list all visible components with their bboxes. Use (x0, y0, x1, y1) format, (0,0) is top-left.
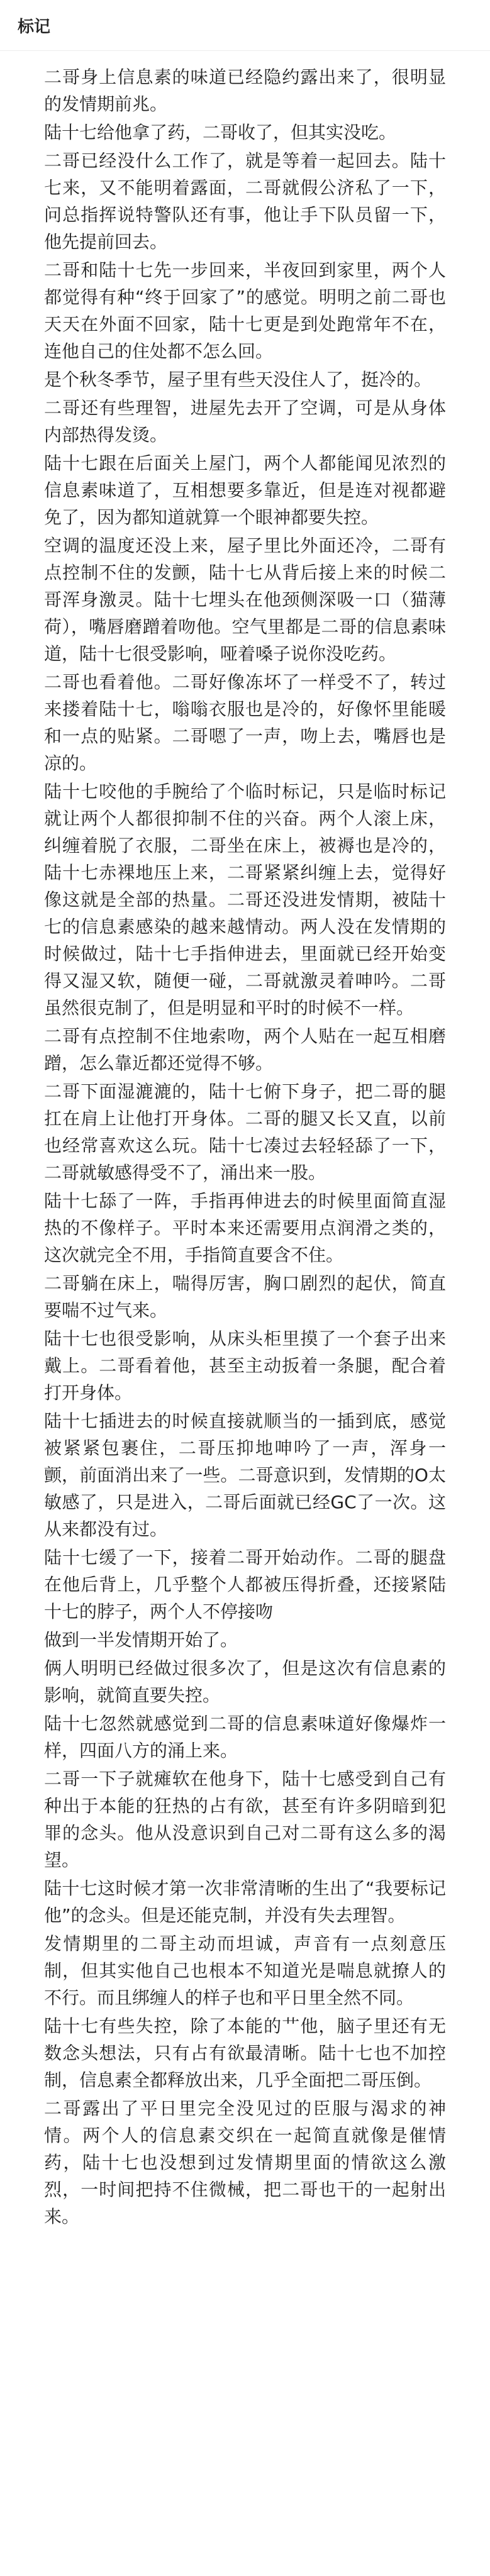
paragraph: 二哥有点控制不住地索吻，两个人贴在一起互相磨蹭，怎么靠近都还觉得不够。 (44, 1026, 446, 1074)
paragraph: 陆十七有些失控，除了本能的艹他，脑子里还有无数念头想法，只有占有欲最清晰。陆十七也不加控制，信息素全都释放出来，几乎全面把二哥压倒。 (44, 2016, 446, 2090)
paragraph: 俩人明明已经做过很多次了，但是这次有信息素的影响，就简直要失控。 (44, 1658, 446, 1706)
paragraph: 陆十七给他拿了药，二哥收了，但其实没吃。 (44, 122, 397, 143)
paragraph: 陆十七跟在后面关上屋门，两个人都能闻见浓烈的信息素味道了，互相想要多靠近，但是连对视都避免了，因为都知道就算一个眼神都要失控。 (44, 453, 446, 528)
paragraph: 二哥下面湿漉漉的，陆十七俯下身子，把二哥的腿扛在肩上让他打开身体。二哥的腿又长又直，以前也经常喜欢这么玩。陆十七凑过去轻轻舔了一下，二哥就敏感得受不了，涌出来一股。 (44, 1081, 446, 1183)
page-title: 标记 (18, 17, 51, 36)
paragraph: 二哥一下子就瘫软在他身下，陆十七感受到自己有种出于本能的狂热的占有欲，甚至有许多阴暗到犯罪的念头。他从没意识到自己对二哥有这么多的渴望。 (44, 1768, 446, 1870)
paragraph: 二哥还有些理智，进屋先去开了空调，可是从身体内部热得发烫。 (44, 397, 446, 445)
paragraph: 二哥和陆十七先一步回来，半夜回到家里，两个人都觉得有种“终于回家了”的感觉。明明之前二哥也天天在外面不回家，陆十七更是到处跑常年不在，连他自己的住处都不怎么回。 (44, 260, 446, 362)
paragraph: 陆十七插进去的时候直接就顺当的一插到底，感觉被紧紧包裹住，二哥压抑地呻吟了一声，浑身一颤，前面消出来了一些。二哥意识到，发情期的O太敏感了，只是进入，二哥后面就已经GC了一次。这从来都没有过。 (44, 1411, 446, 1540)
paragraph: 二哥躺在床上，喘得厉害，胸口剧烈的起伏，简直要喘不过气来。 (44, 1273, 446, 1321)
paragraph: 陆十七舔了一阵，手指再伸进去的时候里面简直湿热的不像样子。平时本来还需要用点润滑之类的，这次就完全不用，手指简直要含不住。 (44, 1191, 446, 1265)
paragraph: 二哥也看着他。二哥好像冻坏了一样受不了，转过来搂着陆十七，嗡嗡衣服也是冷的，好像怀里能暖和一点的贴紧。二哥嗯了一声，吻上去，嘴唇也是凉的。 (44, 672, 446, 774)
paragraph: 陆十七也很受影响，从床头柜里摸了一个套子出来戴上。二哥看着他，甚至主动扳着一条腿，配合着打开身体。 (44, 1328, 446, 1403)
paragraph: 陆十七咬他的手腕给了个临时标记，只是临时标记就让两个人都很抑制不住的兴奋。两个人滚上床，纠缠着脱了衣服，二哥坐在床上，被褥也是冷的，陆十七赤裸地压上来，二哥紧紧纠缠上去，觉得好像这就是全部的热量。二哥还没进发情期，被陆十七的信息素感染的越来越情动。两人没在发情期的时候做过，陆十七手指伸进去，里面就已经开始变得又湿又软，随便一碰，二哥就激灵着呻吟。二哥虽然很克制了，但是明显和平时的时候不一样。 (44, 781, 446, 1018)
paragraph: 二哥露出了平日里完全没见过的臣服与渴求的神情。两个人的信息素交织在一起简直就像是催情药，陆十七也没想到过发情期里面的情欲这么激烈，一时间把持不住微械，把二哥也干的一起射出来。 (44, 2098, 446, 2227)
header-bar (0, 0, 490, 51)
paragraph: 陆十七忽然就感觉到二哥的信息素味道好像爆炸一样，四面八方的涌上来。 (44, 1713, 446, 1761)
paragraph: 做到一半发情期开始了。 (44, 1629, 238, 1650)
paragraph: 陆十七缓了一下，接着二哥开始动作。二哥的腿盘在他后背上，几乎整个人都被压得折叠，还接紧陆十七的脖子，两个人不停接吻 (44, 1547, 446, 1622)
paragraph: 是个秋冬季节，屋子里有些天没住人了，挺冷的。 (44, 369, 432, 390)
paragraph: 二哥已经没什么工作了，就是等着一起回去。陆十七来，又不能明着露面，二哥就假公济私了一下，问总指挥说特警队还有事，他让手下队员留一下，他先提前回去。 (44, 150, 446, 252)
paragraph: 发情期里的二哥主动而坦诚，声音有一点刻意压制，但其实他自己也根本不知道光是喘息就撩人的不行。而且绑缠人的样子也和平日里全然不同。 (44, 1933, 446, 2008)
paragraph: 陆十七这时候才第一次非常清晰的生出了“我要标记他”的念头。但是还能克制，并没有失去理智。 (44, 1878, 446, 1926)
article-body (0, 51, 490, 2230)
paragraph: 空调的温度还没上来，屋子里比外面还冷，二哥有点控制不住的发颤，陆十七从背后接上来的时候二哥浑身激灵。陆十七埋头在他颈侧深吸一口（猫薄荷），嘴唇磨蹭着吻他。空气里都是二哥的信息素味道，陆十七很受影响，哑着嗓子说你没吃药。 (44, 535, 446, 664)
paragraph: 二哥身上信息素的味道已经隐约露出来了，很明显的发情期前兆。 (44, 67, 446, 114)
